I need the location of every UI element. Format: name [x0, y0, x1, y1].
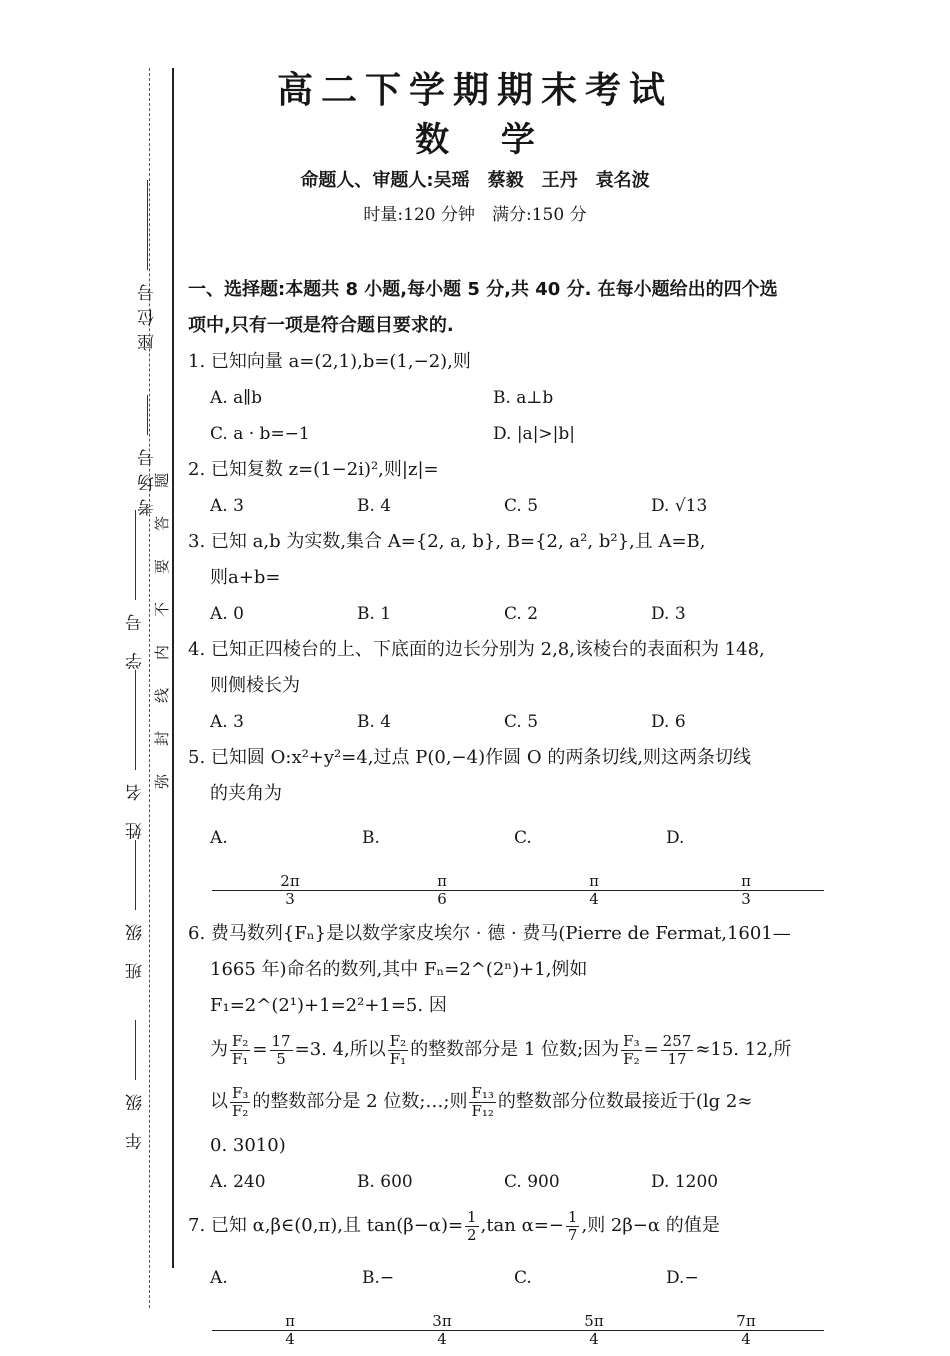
- section-heading: 一、选择题:本题共 8 小题,每小题 5 分,共 40 分. 在每小题给出的四个选: [188, 279, 778, 300]
- question-6-line-2: 1665 年)命名的数列,其中 Fₙ=2^(2ⁿ)+1,例如 F₁=2^(2¹)+1=2²+1=5. 因: [210, 959, 588, 1016]
- option-c[interactable]: C. 2: [504, 604, 539, 624]
- option-d[interactable]: D. 3: [651, 604, 686, 624]
- question-4-options: [188, 704, 798, 740]
- class-field[interactable]: [110, 840, 160, 985]
- option-a[interactable]: [210, 812, 362, 916]
- denominator: 7: [567, 1225, 578, 1244]
- question-3-options: [188, 596, 798, 632]
- text-run: 为: [210, 1039, 228, 1060]
- option-c[interactable]: C. 900: [504, 1172, 560, 1192]
- fraction: [621, 1033, 641, 1068]
- section-heading-cont: 项中,只有一项是符合题目要求的.: [188, 315, 454, 336]
- numerator: 3π: [364, 1313, 520, 1331]
- subject-title: 数 学: [415, 120, 535, 160]
- fraction: [668, 873, 820, 908]
- question-6-line-1: 6. 费马数列{Fₙ}是以数学家皮埃尔 · 德 · 费马(Pierre de Fermat,1601—: [188, 923, 791, 944]
- question-1-options: [188, 380, 798, 416]
- seal-warning: [152, 470, 172, 792]
- denominator: F₁₂: [471, 1101, 494, 1120]
- question-4-stem-cont: 则侧棱长为: [210, 675, 300, 696]
- option-a[interactable]: [210, 1252, 362, 1356]
- student-id-blank[interactable]: [135, 510, 136, 600]
- numerator: π: [516, 873, 672, 891]
- question-6-line-4: [188, 1076, 798, 1128]
- class-blank[interactable]: [135, 840, 136, 910]
- fraction: [230, 1085, 250, 1120]
- numerator: 17: [271, 1031, 291, 1050]
- numerator: F₂: [389, 1031, 407, 1050]
- text-run: ,则 2β−α 的值是: [581, 1215, 720, 1236]
- seal-char: 封: [153, 730, 172, 747]
- option-c[interactable]: C. 5: [504, 496, 539, 516]
- option-letter: C.: [514, 828, 532, 848]
- option-sign: −: [379, 1268, 395, 1288]
- option-b[interactable]: B. a⊥b: [493, 388, 554, 408]
- question-2-stem: 2. 已知复数 z=(1−2i)²,则|z|=: [188, 459, 439, 480]
- denominator: F₂: [232, 1101, 249, 1120]
- denominator: F₂: [623, 1049, 640, 1068]
- text-run: =3. 4,所以: [294, 1039, 386, 1060]
- name-label: 姓 名: [125, 776, 146, 840]
- numerator: 1: [467, 1207, 477, 1226]
- question-6-options: [188, 1164, 798, 1200]
- denominator: 5: [276, 1049, 286, 1068]
- denominator: 17: [667, 1049, 687, 1068]
- denominator: 4: [285, 1330, 295, 1348]
- seat-number-label: 座位号: [138, 276, 158, 351]
- question-6-line-5: 0. 3010): [210, 1135, 286, 1156]
- fraction: [516, 873, 668, 908]
- seat-number-blank[interactable]: [147, 180, 148, 270]
- fraction: [469, 1085, 495, 1120]
- seal-char: 弥: [153, 773, 172, 790]
- question-1-options: [188, 416, 798, 452]
- denominator: F₁: [389, 1049, 407, 1068]
- numerator: π: [364, 873, 520, 891]
- option-d[interactable]: [666, 812, 818, 916]
- name-blank[interactable]: [135, 670, 136, 770]
- grade-label: 年 级: [125, 1086, 146, 1150]
- fraction: [364, 873, 516, 908]
- option-d[interactable]: D. 1200: [651, 1172, 719, 1192]
- seal-char: 不: [153, 601, 172, 618]
- text-run: 的整数部分是 2 位数;…;则: [252, 1091, 468, 1112]
- option-a[interactable]: A. a∥b: [210, 388, 262, 408]
- option-b[interactable]: [362, 1252, 514, 1356]
- denominator: 3: [285, 890, 295, 908]
- option-b[interactable]: B. 4: [357, 712, 392, 732]
- authors-line: 命题人、审题人:吴瑶 蔡毅 王丹 袁名波: [300, 170, 650, 191]
- question-5-stem-cont: 的夹角为: [210, 783, 282, 804]
- timing-line: 时量:120 分钟 满分:150 分: [363, 205, 587, 225]
- text-run: 的整数部分位数最接近于(lg 2≈: [497, 1091, 753, 1112]
- question-1-stem: 1. 已知向量 a=(2,1),b=(1,−2),则: [188, 351, 471, 372]
- question-7-options: [188, 1252, 798, 1356]
- seal-char: 题: [153, 472, 172, 489]
- option-sign: −: [684, 1268, 699, 1288]
- option-b[interactable]: [362, 812, 514, 916]
- fraction: [270, 1033, 293, 1068]
- denominator: 4: [437, 1330, 447, 1348]
- text-run: =: [643, 1039, 659, 1060]
- fraction: [388, 1033, 408, 1068]
- seal-char: 要: [153, 558, 172, 575]
- question-5-options: [188, 812, 798, 916]
- numerator: F₃: [623, 1031, 640, 1050]
- numerator: 7π: [668, 1313, 824, 1331]
- fraction: [566, 1209, 580, 1244]
- option-c[interactable]: [514, 1252, 666, 1356]
- option-letter: D.: [666, 1268, 685, 1288]
- option-b[interactable]: B. 600: [357, 1172, 413, 1192]
- question-3-stem-cont: 则a+b=: [210, 567, 281, 588]
- option-b[interactable]: B. 4: [357, 496, 392, 516]
- text-run: 7. 已知 α,β∈(0,π),且 tan(β−α)=: [188, 1215, 464, 1236]
- exam-room-blank[interactable]: [147, 395, 148, 435]
- denominator: 4: [741, 1330, 751, 1348]
- exam-room-field[interactable]: [110, 395, 185, 522]
- option-c[interactable]: [514, 812, 666, 916]
- seal-char: 线: [153, 687, 172, 704]
- fraction: [661, 1033, 694, 1068]
- question-2-options: [188, 488, 798, 524]
- option-letter: B.: [362, 828, 380, 848]
- fraction: [212, 873, 364, 908]
- denominator: 4: [589, 1330, 599, 1348]
- seal-char: 内: [153, 644, 172, 661]
- option-c[interactable]: C. 5: [504, 712, 539, 732]
- question-6-line-3: [188, 1024, 798, 1076]
- denominator: F₁: [232, 1049, 249, 1068]
- text-run: ≈15. 12,所: [695, 1039, 792, 1060]
- option-c[interactable]: C. a · b=−1: [210, 424, 310, 444]
- numerator: F₁₃: [471, 1083, 494, 1102]
- option-letter: C.: [514, 1268, 532, 1288]
- denominator: 2: [467, 1225, 477, 1244]
- exam-content: [188, 272, 798, 1356]
- numerator: F₂: [232, 1031, 249, 1050]
- numerator: F₃: [232, 1083, 249, 1102]
- fraction: [230, 1033, 250, 1068]
- fraction: [465, 1209, 479, 1244]
- numerator: 257: [662, 1031, 692, 1050]
- option-d[interactable]: D. √13: [651, 496, 708, 516]
- option-letter: D.: [666, 828, 685, 848]
- option-letter: A.: [210, 1268, 228, 1288]
- denominator: 4: [589, 890, 599, 908]
- denominator: 6: [437, 890, 447, 908]
- option-a[interactable]: A. 240: [210, 1172, 266, 1192]
- option-a[interactable]: A. 0: [210, 604, 244, 624]
- grade-blank[interactable]: [135, 1020, 136, 1080]
- option-d[interactable]: D. 6: [651, 712, 686, 732]
- numerator: 2π: [212, 873, 368, 891]
- option-b[interactable]: B. 1: [357, 604, 392, 624]
- numerator: 1: [567, 1207, 578, 1226]
- text-run: 以: [210, 1091, 228, 1112]
- exam-room-label: 考场号: [138, 441, 158, 516]
- student-id-label: 学 号: [125, 606, 146, 670]
- option-a[interactable]: A. 3: [210, 712, 244, 732]
- numerator: π: [668, 873, 824, 891]
- class-label: 班 级: [125, 916, 146, 980]
- option-d[interactable]: D. |a|>|b|: [493, 424, 576, 444]
- question-4-stem: 4. 已知正四棱台的上、下底面的边长分别为 2,8,该棱台的表面积为 148,: [188, 639, 765, 660]
- text-run: ,tan α=−: [480, 1215, 564, 1236]
- text-run: =: [252, 1039, 268, 1060]
- denominator: 3: [741, 890, 751, 908]
- text-run: 的整数部分是 1 位数;因为: [410, 1039, 620, 1060]
- seal-char: 答: [153, 515, 172, 532]
- question-7-stem: [188, 1200, 798, 1252]
- grade-field[interactable]: [110, 1020, 160, 1155]
- option-a[interactable]: A. 3: [210, 496, 244, 516]
- numerator: π: [212, 1313, 368, 1331]
- question-5-stem: 5. 已知圆 O:x²+y²=4,过点 P(0,−4)作圆 O 的两条切线,则这两条切线: [188, 747, 752, 768]
- question-3-stem: 3. 已知 a,b 为实数,集合 A={2, a, b}, B={2, a², b²},且 A=B,: [188, 531, 706, 552]
- option-letter: A.: [210, 828, 228, 848]
- option-letter: B.: [362, 1268, 380, 1288]
- numerator: 5π: [516, 1313, 672, 1331]
- exam-title: 高二下学期期末考试: [276, 70, 673, 111]
- option-d[interactable]: [666, 1252, 818, 1356]
